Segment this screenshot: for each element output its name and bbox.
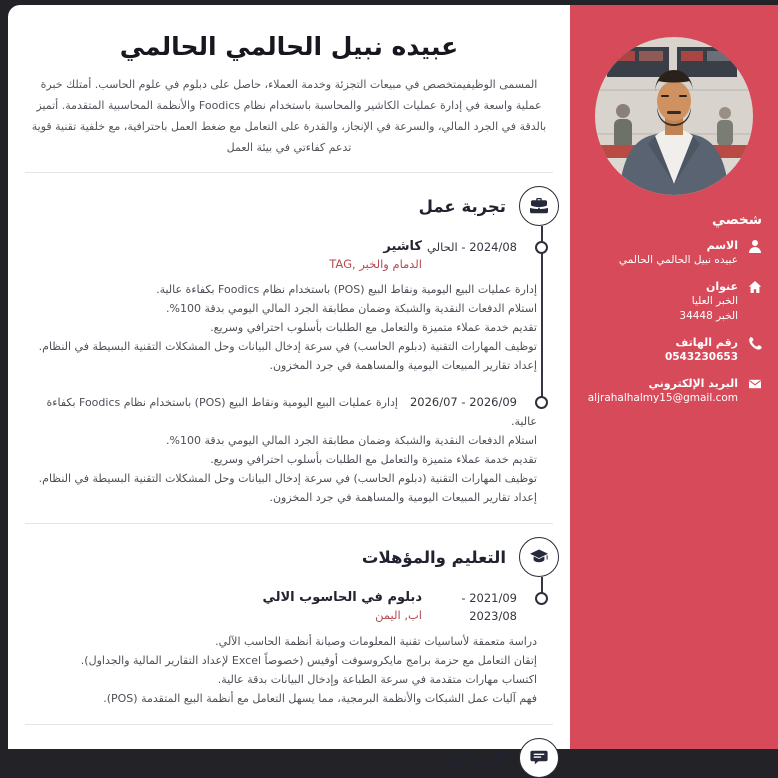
description-line: إعداد تقارير المبيعات اليومية والمساهمة في جرد المخزون. [269, 359, 537, 372]
user-icon [748, 239, 762, 253]
section-title: التعليم والمؤهلات [361, 547, 506, 567]
timeline-marker [535, 592, 548, 605]
divider [25, 724, 553, 725]
description-line: إتقان التعامل مع حزمة برامج مايكروسوفت أوفيس (خصوصاً Excel لإعداد التقارير المالية والجداول). [80, 654, 537, 667]
description-line: استلام الدفعات النقدية والشبكة وضمان مطابقة الجرد المالي اليومي بدقة 100%. [166, 434, 537, 447]
description-line: استلام الدفعات النقدية والشبكة وضمان مطابقة الجرد المالي اليومي بدقة 100%. [166, 302, 537, 315]
profile-photo-illustration [595, 37, 753, 195]
field-value: عبيده نبيل الحالمي الحالمي [618, 254, 738, 266]
cv-summary: المسمى الوظيفيمتخصص في مبيعات التجزئة وخدمة العملاء، حاصل على دبلوم في علوم الحاسب. أمتلك خبرة عملية واسعة في إدارة عمليات الكاشير والمحاسبة باستخدام نظام Foodics والأنظمة المحاسبية المتقدمة. أتميز بالدقة في الجرد المالي، والسرعة في الإنجاز، والقدرة على التعامل مع ضغط العمل باحترافية، مع خلفية تقنية قوية تدعم كفاءتي في بيئة العمل [31, 78, 547, 154]
cv-main [8, 5, 570, 768]
description-line: دراسة متعمقة لأساسيات تقنية المعلومات وصيانة أنظمة الحاسب الآلي. [215, 635, 537, 648]
entry-date: 2024/08 - الحالي [427, 240, 517, 254]
field-label: الاسم [706, 239, 738, 252]
job-title: كاشير [383, 239, 422, 254]
section-education [25, 537, 553, 708]
section-title: تجربة عمل [418, 196, 506, 216]
chat-bubble-icon [519, 738, 559, 778]
entry-date: 2026/09 - 2026/07 [409, 395, 517, 409]
profile-photo [595, 37, 753, 195]
section-header [25, 186, 559, 226]
description-line: توظيف المهارات التقنية (دبلوم الحاسب) في سرعة إدخال البيانات وحل المشكلات التقنية البسيطة في النظام. [38, 340, 537, 353]
entry-date: 2021/09 - 2023/08 [461, 591, 517, 623]
mail-icon [748, 377, 762, 391]
field-label: عنوان [705, 280, 738, 293]
phone-icon [748, 336, 762, 350]
field-label: رقم الهاتف [675, 336, 738, 349]
section-experience [25, 186, 553, 507]
sidebar [570, 5, 778, 749]
experience-entry [25, 238, 537, 375]
timeline-marker [535, 241, 548, 254]
field-value: 0543230653 [664, 351, 738, 363]
field-phone [586, 335, 762, 365]
section-header [25, 738, 559, 778]
field-email [586, 376, 762, 406]
description-line: اكتساب مهارات متقدمة في سرعة الطباعة وإدخال البيانات بدقة عالية. [217, 673, 537, 686]
job-description [25, 280, 537, 375]
divider [25, 523, 553, 524]
school-location: اب, اليمن [375, 608, 422, 622]
graduation-cap-icon [519, 537, 559, 577]
description-line: إدارة عمليات البيع اليومية ونقاط البيع (POS) باستخدام نظام Foodics بكفاءة عالية. [156, 283, 537, 296]
description-line: تقديم خدمة عملاء متميزة والتعامل مع الطلبات بأسلوب احترافي وسريع. [210, 321, 537, 334]
cv-document [8, 5, 778, 768]
section-references [25, 738, 553, 778]
description-line: فهم آليات عمل الشبكات والأنظمة البرمجية، مما يسهل التعامل مع أنظمة البيع المتقدمة (POS). [103, 692, 537, 705]
sidebar-heading: شخصي [712, 212, 762, 228]
field-value: 34448 الخبر [679, 310, 738, 322]
field-address [586, 279, 762, 324]
description-line: إعداد تقارير المبيعات اليومية والمساهمة في جرد المخزون. [269, 491, 537, 504]
field-value: aljrahalhalmy15@gmail.com [587, 392, 738, 404]
degree-title: دبلوم في الحاسوب الالي [262, 590, 422, 605]
education-entries [25, 589, 553, 708]
experience-entries [25, 238, 553, 507]
briefcase-icon [519, 186, 559, 226]
divider [25, 172, 553, 173]
description-line: توظيف المهارات التقنية (دبلوم الحاسب) في سرعة إدخال البيانات وحل المشكلات التقنية البسيطة في النظام. [38, 472, 537, 485]
field-value: الخبر العليا [691, 295, 738, 307]
field-label: البريد الإلكتروني [648, 377, 738, 390]
description-line: تقديم خدمة عملاء متميزة والتعامل مع الطلبات بأسلوب احترافي وسريع. [210, 453, 537, 466]
field-name [586, 238, 762, 268]
company-location: TAG, الدمام والخبر [329, 257, 422, 271]
cv-name: عبيده نبيل الحالمي الحالمي [119, 32, 459, 61]
timeline-marker [535, 396, 548, 409]
home-icon [748, 280, 762, 294]
description-line: إدارة عمليات البيع اليومية ونقاط البيع (POS) باستخدام نظام Foodics بكفاءة عالية. [46, 396, 537, 428]
section-header [25, 537, 559, 577]
education-entry [25, 589, 537, 708]
education-description [25, 632, 537, 708]
experience-entry [25, 393, 537, 507]
section-title: المراجع [444, 748, 506, 768]
